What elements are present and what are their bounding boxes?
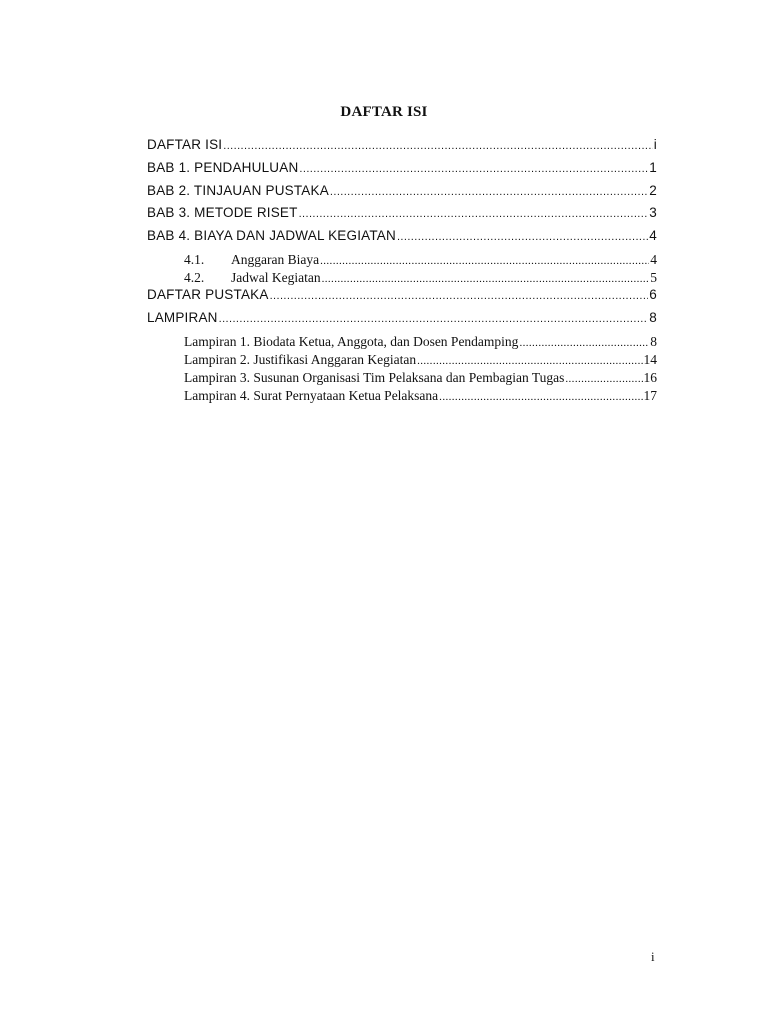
toc-entry-label: BAB 4. BIAYA DAN JADWAL KEGIATAN <box>147 228 396 243</box>
toc-entry-label: Anggaran Biaya <box>231 252 320 267</box>
page-number: i <box>651 949 655 964</box>
toc-entry-page: 3 <box>649 205 657 220</box>
dot-leader <box>320 252 649 268</box>
toc-entry-daftar-isi[interactable] <box>147 137 657 155</box>
toc-entry-page: 8 <box>650 334 657 349</box>
toc-entry-label: Lampiran 4. Surat Pernyataan Ketua Pelaksana <box>184 388 439 403</box>
toc-entry-label: BAB 1. PENDAHULUAN <box>147 160 299 175</box>
toc-entry-number: 4.2. <box>184 270 205 285</box>
page-title: DAFTAR ISI <box>340 104 428 120</box>
dot-leader <box>219 310 649 325</box>
dot-leader <box>519 334 649 350</box>
dot-leader <box>223 137 653 152</box>
dot-leader <box>322 270 650 286</box>
toc-entry-label: Lampiran 2. Justifikasi Anggaran Kegiatan <box>184 352 417 367</box>
dot-leader <box>417 352 642 368</box>
toc-entry-page: 17 <box>643 388 657 403</box>
toc-entry-bab-2[interactable] <box>147 183 657 201</box>
toc-entry-label: DAFTAR ISI <box>147 137 223 152</box>
toc-entry-daftar-pustaka[interactable] <box>147 287 657 305</box>
toc-entry-4-2[interactable] <box>184 270 657 288</box>
toc-entry-label: LAMPIRAN <box>147 310 218 325</box>
toc-entry-page: 2 <box>649 183 657 198</box>
toc-entry-page: i <box>653 137 657 152</box>
toc-entry-label: BAB 2. TINJAUAN PUSTAKA <box>147 183 329 198</box>
dot-leader <box>270 287 649 302</box>
dot-leader <box>330 183 648 198</box>
toc-entry-lampiran-2[interactable] <box>184 352 657 370</box>
dot-leader <box>299 160 648 175</box>
dot-leader <box>565 370 642 386</box>
toc-entry-bab-1[interactable] <box>147 160 657 178</box>
toc-entry-bab-3[interactable] <box>147 205 657 223</box>
toc-entry-page: 1 <box>649 160 657 175</box>
toc-entry-label: DAFTAR PUSTAKA <box>147 287 269 302</box>
toc-entry-lampiran[interactable] <box>147 310 657 328</box>
toc-entry-label: BAB 3. METODE RISET <box>147 205 298 220</box>
toc-entry-page: 4 <box>650 252 657 267</box>
toc-entry-label: Jadwal Kegiatan <box>231 270 321 285</box>
toc-entry-number: 4.1. <box>184 252 205 267</box>
toc-entry-page: 16 <box>643 370 657 385</box>
toc-entry-4-1[interactable] <box>184 252 657 270</box>
toc-entry-label: Lampiran 3. Susunan Organisasi Tim Pelaksana dan Pembagian Tugas <box>184 370 565 385</box>
toc-entry-page: 4 <box>649 228 657 243</box>
dot-leader <box>397 228 648 243</box>
toc-entry-bab-4[interactable] <box>147 228 657 246</box>
dot-leader <box>299 205 649 220</box>
toc-entry-label: Lampiran 1. Biodata Ketua, Anggota, dan Dosen Pendamping <box>184 334 519 349</box>
toc-entry-lampiran-1[interactable] <box>184 334 657 352</box>
toc-entry-lampiran-3[interactable] <box>184 370 657 388</box>
toc-entry-lampiran-4[interactable] <box>184 388 657 406</box>
toc-entry-page: 6 <box>649 287 657 302</box>
toc-entry-page: 14 <box>643 352 657 367</box>
dot-leader <box>439 388 642 404</box>
toc-entry-page: 5 <box>650 270 657 285</box>
toc-entry-page: 8 <box>649 310 657 325</box>
